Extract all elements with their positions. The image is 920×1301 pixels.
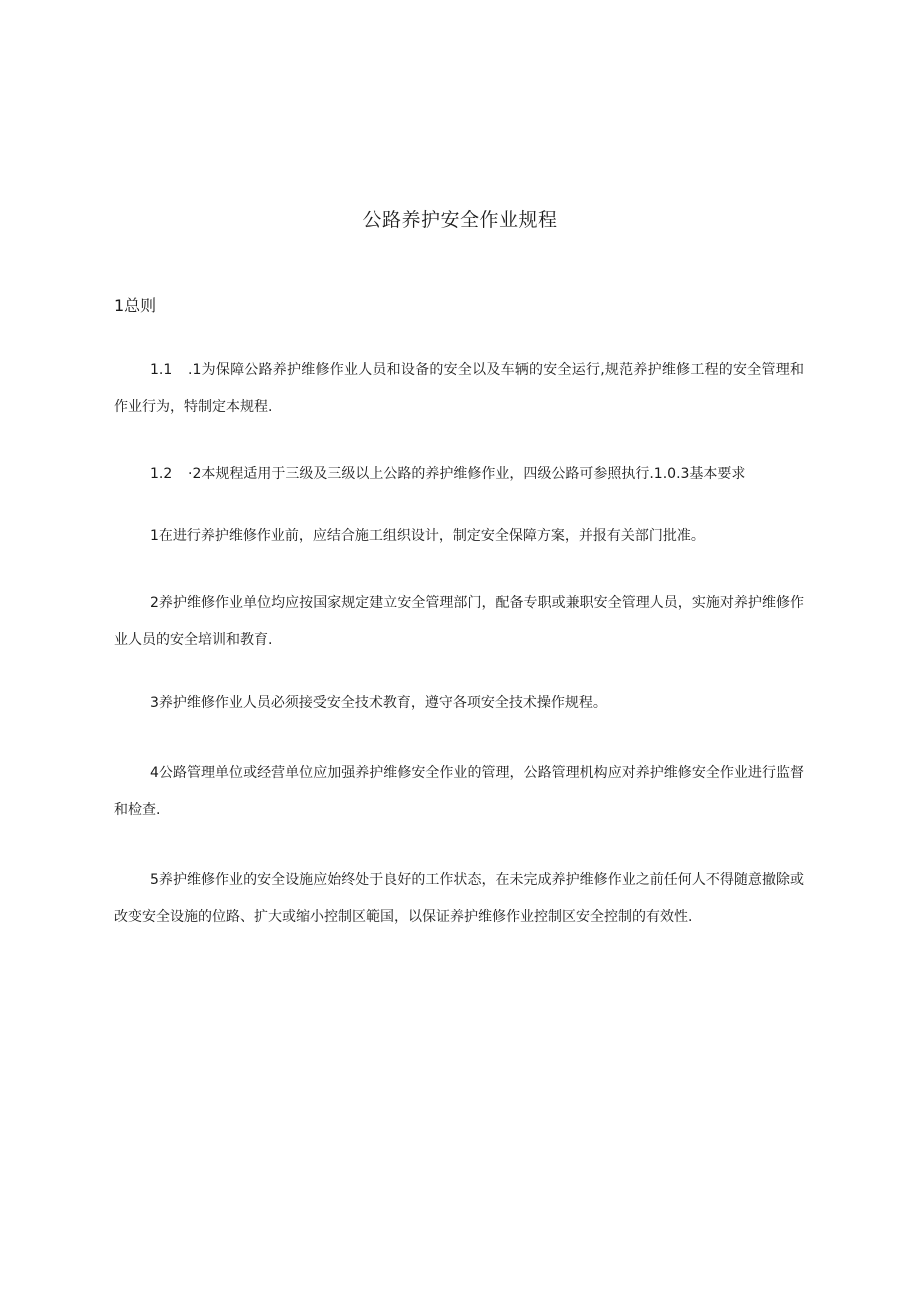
paragraph-number: 1.2 [150,466,173,482]
paragraph-1-1 [114,352,804,426]
requirement-4 [114,755,804,829]
paragraph-text: 1在进行养护维修作业前，应结合施工组织设计，制定安全保障方案，并报有关部门批准。 [150,528,705,544]
requirement-5 [114,862,804,936]
paragraph-1-2 [114,456,804,493]
paragraph-text: .1为保障公路养护维修作业人员和设备的安全以及车辆的安全运行,规范养护维修工程的安全管理和作业行为，特制定本规程. [114,362,804,415]
paragraph-text: 2养护维修作业单位均应按国家规定建立安全管理部门，配备专职或兼职安全管理人员，实施对养护维修作业人员的安全培训和教育. [114,595,804,648]
requirement-1 [114,518,804,555]
paragraph-text: 4公路管理单位或经营单位应加强养护维修安全作业的管理，公路管理机构应对养护维修安全作业进行监督和检查. [114,765,804,818]
paragraph-text: 3养护维修作业人员必须接受安全技术教育，遵守各项安全技术操作规程。 [150,695,607,711]
paragraph-text: 5养护维修作业的安全设施应始终处于良好的工作状态，在未完成养护维修作业之前任何人不得随意撤除或改变安全设施的位路、扩大或缩小控制区範国，以保证养护维修作业控制区安全控制的有效性. [114,872,804,925]
requirement-3 [114,685,804,722]
paragraph-number: 1.1 [150,362,173,378]
requirement-2 [114,585,804,659]
section-heading: 1总则 [114,296,157,315]
document-title: 公路养护安全作业规程 [362,209,558,231]
paragraph-text: ·2本规程适用于三级及三级以上公路的养护维修作业，四级公路可参照执行.1.0.3基本要求 [188,466,746,482]
